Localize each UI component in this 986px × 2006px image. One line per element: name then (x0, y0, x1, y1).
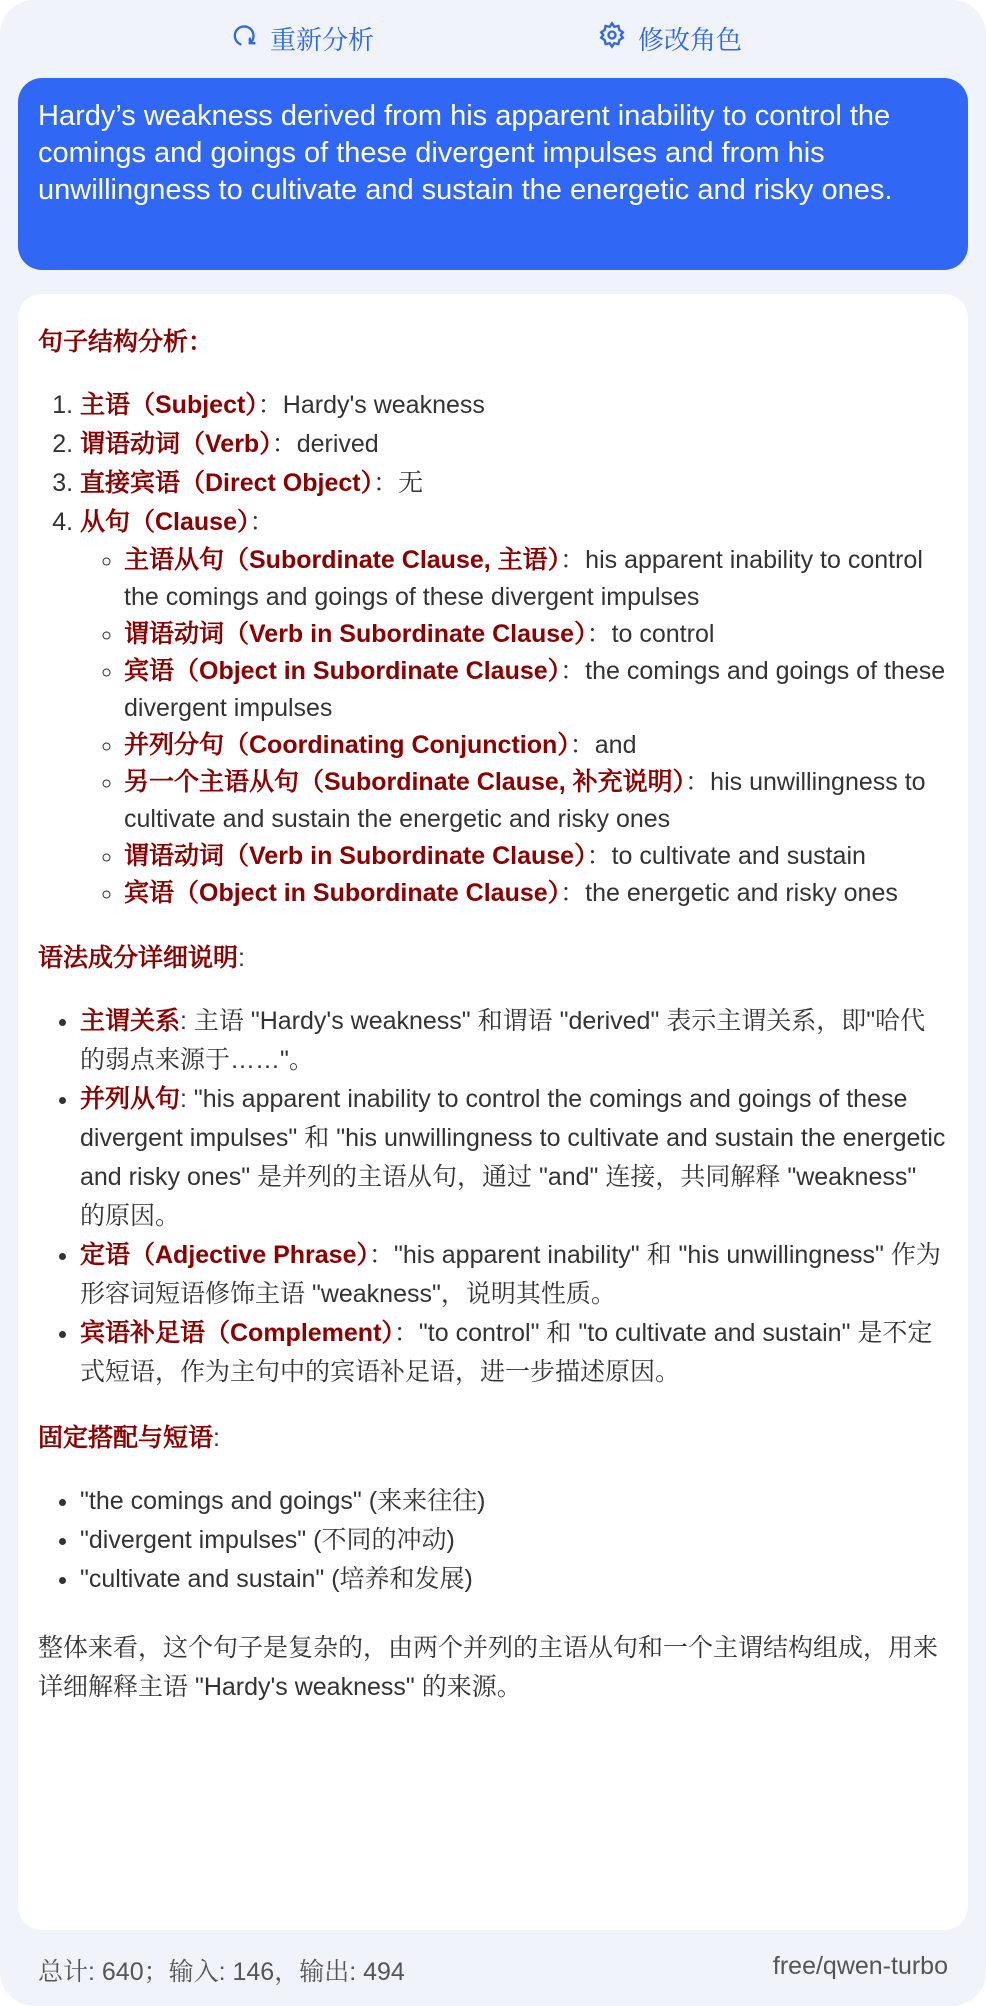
item-label: 另一个主语从句（Subordinate Clause, 补充说明） (124, 768, 686, 796)
edit-role-label: 修改角色 (638, 25, 743, 55)
list-item (80, 1314, 948, 1392)
item-label: 主语（Subject） (80, 391, 258, 419)
item-label: 宾语（Object in Subordinate Clause） (124, 879, 561, 907)
list-item (80, 386, 948, 425)
item-label: 并列从句 (80, 1085, 181, 1113)
footer (38, 1952, 948, 1988)
item-label: 宾语补足语（Complement） (80, 1319, 394, 1347)
heading-colon: : (238, 944, 245, 972)
item-label: 谓语动词（Verb in Subordinate Clause） (124, 842, 587, 870)
model-name: free/qwen-turbo (772, 1952, 948, 1980)
item-text: ：无 (373, 469, 424, 497)
item-label: 定语（Adjective Phrase） (80, 1241, 369, 1269)
item-label: 从句（Clause） (80, 508, 250, 536)
item-text: ：Hardy's weakness (257, 391, 485, 419)
sub-item (124, 542, 948, 616)
item-label: 直接宾语（Direct Object） (80, 469, 374, 497)
list-item (80, 1236, 948, 1314)
item-text: ：to cultivate and sustain (586, 842, 866, 870)
item-text: ： (249, 508, 275, 536)
list-item (80, 425, 948, 464)
item-label: 谓语动词（Verb） (80, 430, 272, 458)
list-item (80, 1002, 948, 1080)
item-label: 宾语（Object in Subordinate Clause） (124, 657, 561, 685)
clause-sublist (80, 542, 948, 912)
item-text: ：to control (586, 620, 715, 648)
reanalyze-label: 重新分析 (270, 25, 375, 55)
sub-item (124, 875, 948, 912)
user-sentence-bubble: Hardy’s weakness derived from his apparent inability to control the comings and goings of these divergent impulses and from his unwillingness to cultivate and sustain the energetic and risky ones. (18, 78, 968, 270)
summary-paragraph: 整体来看，这个句子是复杂的，由两个并列的主语从句和一个主谓结构组成，用来详细解释主语 "Hardy's weakness" 的来源。 (38, 1634, 939, 1701)
list-item: • "divergent impulses" (不同的冲动) (80, 1521, 948, 1560)
item-label: 主谓关系 (80, 1007, 181, 1035)
refresh-icon (230, 21, 258, 56)
structure-heading: 句子结构分析： (38, 328, 214, 356)
item-label: 主语从句（Subordinate Clause, 主语） (124, 546, 561, 574)
gear-icon (598, 21, 626, 56)
item-label: 并列分句（Coordinating Conjunction） (124, 731, 570, 759)
grammar-heading (38, 940, 948, 977)
edit-role-button[interactable] (598, 20, 742, 57)
phrases-list (38, 1482, 948, 1599)
item-text: ：the comings and goings of these divergent impulses (124, 657, 946, 722)
structure-list (38, 386, 948, 912)
item-text: ：the energetic and risky ones (560, 879, 898, 907)
item-text: : "his apparent inability to control the comings and goings of these divergent impulses" 和 "his unwillingness to cultivate and sustain the energetic and risky ones" 是并列的主语从句，通过 "and" 连接，共同解释 "weakness" 的原因。 (80, 1085, 946, 1230)
sub-item (124, 727, 948, 764)
list-item (80, 464, 948, 503)
list-item (80, 1080, 948, 1236)
grammar-list (38, 1002, 948, 1392)
item-text: : 主语 "Hardy's weakness" 和谓语 "derived" 表示主谓关系，即"哈代的弱点来源于……"。 (80, 1007, 926, 1074)
sub-item (124, 838, 948, 875)
reanalyze-button[interactable] (230, 20, 374, 57)
item-text: ：derived (271, 430, 379, 458)
item-text: ：his unwillingness to cultivate and sustain the energetic and risky ones (124, 768, 926, 833)
phrases-heading (38, 1420, 948, 1457)
item-text: ：and (569, 731, 637, 759)
action-bar (0, 20, 986, 64)
item-text: ："to control" 和 "to cultivate and sustain" 是不定式短语，作为主句中的宾语补足语，进一步描述原因。 (80, 1319, 933, 1386)
item-text: ：his apparent inability to control the comings and goings of these divergent impulses (124, 546, 923, 611)
grammar-heading-text: 语法成分详细说明 (38, 944, 239, 972)
analysis-card (18, 294, 968, 1930)
sub-item (124, 653, 948, 727)
list-item: • "cultivate and sustain" (培养和发展) (80, 1560, 948, 1599)
item-label: 谓语动词（Verb in Subordinate Clause） (124, 620, 587, 648)
token-usage: 总计: 640；输入: 146，输出: 494 (38, 1958, 405, 1986)
heading-colon: : (213, 1424, 220, 1452)
item-text: ："his apparent inability" 和 "his unwillingness" 作为形容词短语修饰主语 "weakness"，说明其性质。 (80, 1241, 941, 1308)
sub-item (124, 764, 948, 838)
phrases-heading-text: 固定搭配与短语 (38, 1424, 214, 1452)
list-item: • "the comings and goings" (来来往往) (80, 1482, 948, 1521)
list-item (80, 503, 948, 912)
sub-item (124, 616, 948, 653)
